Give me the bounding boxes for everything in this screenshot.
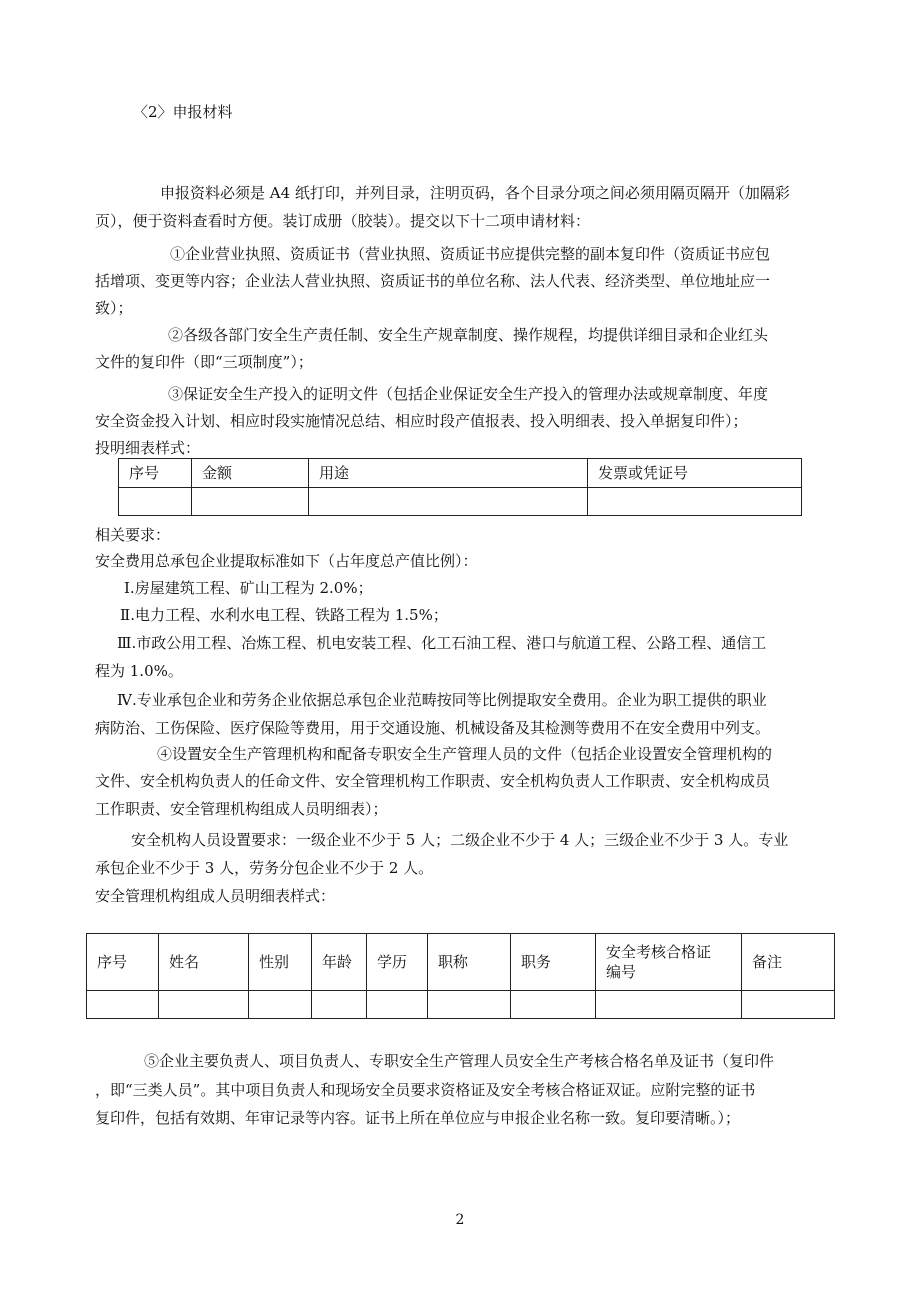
table-cell	[192, 488, 309, 516]
fee-title: 安全费用总承包企业提取标准如下（占年度总产值比例）：	[95, 552, 478, 570]
table-cell	[428, 991, 511, 1019]
requirements-title: 相关要求：	[95, 526, 171, 544]
fee-item-iv-line-2: 病防治、工伤保险、医疗保险等费用，用于交通设施、机械设备及其检测等费用不在安全费用中列支。	[95, 719, 771, 737]
item4-line-1: ④设置安全生产管理机构和配备专职安全生产管理人员的文件（包括企业设置安全管理机构的	[157, 745, 773, 763]
fee-item-i: Ⅰ.房屋建筑工程、矿山工程为 2.0%；	[124, 579, 373, 597]
intro-line-1: 申报资料必须是 A4 纸打印，并列目录，注明页码，各个目录分项之间必须用隔页隔开（加隔彩	[160, 184, 790, 202]
item3-line-2: 安全资金投入计划、相应时段实施情况总结、相应时段产值报表、投入明细表、投入单据复印件）；	[95, 412, 748, 430]
table-row	[87, 991, 835, 1019]
fee-item-iii-line-1: Ⅲ.市政公用工程、冶炼工程、机电安装工程、化工石油工程、港口与航道工程、公路工程、通信工	[117, 634, 767, 652]
staffing-line-1: 安全机构人员设置要求：一级企业不少于 5 人；二级企业不少于 4 人；三级企业不少于 3 人。专业	[131, 831, 789, 849]
table-header-row	[119, 459, 802, 488]
table-cell	[742, 991, 835, 1019]
fee-item-ii: Ⅱ.电力工程、水利水电工程、铁路工程为 1.5%；	[120, 606, 448, 624]
table-cell	[249, 991, 312, 1019]
item5-line-3: 复印件，包括有效期、年审记录等内容。证书上所在单位应与申报企业名称一致。复印要清晰。）；	[95, 1109, 741, 1127]
table-cell	[309, 488, 588, 516]
table1-title: 投明细表样式：	[95, 439, 201, 457]
item1-line-2: 括增项、变更等内容；企业法人营业执照、资质证书的单位名称、法人代表、经济类型、单位地址应一	[95, 272, 771, 290]
item2-line-1: ②各级各部门安全生产责任制、安全生产规章制度、操作规程，均提供详细目录和企业红头	[168, 326, 769, 344]
item4-line-3: 工作职责、安全管理机构组成人员明细表）；	[95, 800, 388, 818]
cert-header-line-2: 编号	[606, 963, 637, 981]
table-cell	[588, 488, 802, 516]
table-row	[119, 488, 802, 516]
table-header-cell: 发票或凭证号	[588, 459, 802, 488]
table-header-cell: 职称	[428, 934, 511, 991]
table-header-cell: 性别	[249, 934, 312, 991]
table-header-cell: 姓名	[159, 934, 249, 991]
item2-line-2: 文件的复印件（即“三项制度”）；	[95, 353, 313, 371]
item5-line-1: ⑤企业主要负责人、项目负责人、专职安全生产管理人员安全生产考核合格名单及证书（复印件	[144, 1052, 775, 1070]
item4-line-2: 文件、安全机构负责人的任命文件、安全管理机构工作职责、安全机构负责人工作职责、安全机构成员	[95, 772, 771, 790]
page-number: 2	[455, 1212, 465, 1228]
table-header-cell: 序号	[87, 934, 159, 991]
table-header-cell: 备注	[742, 934, 835, 991]
table-header-cell: 学历	[367, 934, 428, 991]
table-cell	[367, 991, 428, 1019]
table-cell	[511, 991, 596, 1019]
table2-title: 安全管理机构组成人员明细表样式：	[95, 887, 336, 905]
investment-detail-table	[118, 458, 802, 516]
safety-staff-table	[86, 933, 835, 1019]
table-header-cell: 序号	[119, 459, 192, 488]
table-cell	[87, 991, 159, 1019]
table-cell	[596, 991, 742, 1019]
cert-header-line-1: 安全考核合格证	[606, 943, 712, 961]
table-header-cell-cert	[596, 934, 742, 991]
table-header-cell: 用途	[309, 459, 588, 488]
section-heading: 〈2〉申报材料	[133, 103, 233, 121]
staffing-line-2: 承包企业不少于 3 人，劳务分包企业不少于 2 人。	[95, 859, 434, 877]
fee-item-iii-line-2: 程为 1.0%。	[95, 662, 183, 680]
table-header-row	[87, 934, 835, 991]
item3-line-1: ③保证安全生产投入的证明文件（包括企业保证安全生产投入的管理办法或规章制度、年度	[168, 385, 769, 403]
table-header-cell: 职务	[511, 934, 596, 991]
table-cell	[119, 488, 192, 516]
fee-item-iv-line-1: Ⅳ.专业承包企业和劳务企业依据总承包企业范畴按同等比例提取安全费用。企业为职工提供的职业	[117, 691, 767, 709]
item1-line-1: ①企业营业执照、资质证书（营业执照、资质证书应提供完整的副本复印件（资质证书应包	[170, 245, 771, 263]
intro-line-2: 页），便于资料查看时方便。装订成册（胶装）。提交以下十二项申请材料：	[95, 212, 591, 230]
table-cell	[159, 991, 249, 1019]
table-header-cell: 金额	[192, 459, 309, 488]
item1-line-3: 致）；	[95, 299, 133, 317]
item5-line-2: ，即“三类人员”。其中项目负责人和现场安全员要求资格证及安全考核合格证双证。应附完整的证书	[95, 1081, 756, 1099]
table-header-cell: 年龄	[312, 934, 367, 991]
table-cell	[312, 991, 367, 1019]
